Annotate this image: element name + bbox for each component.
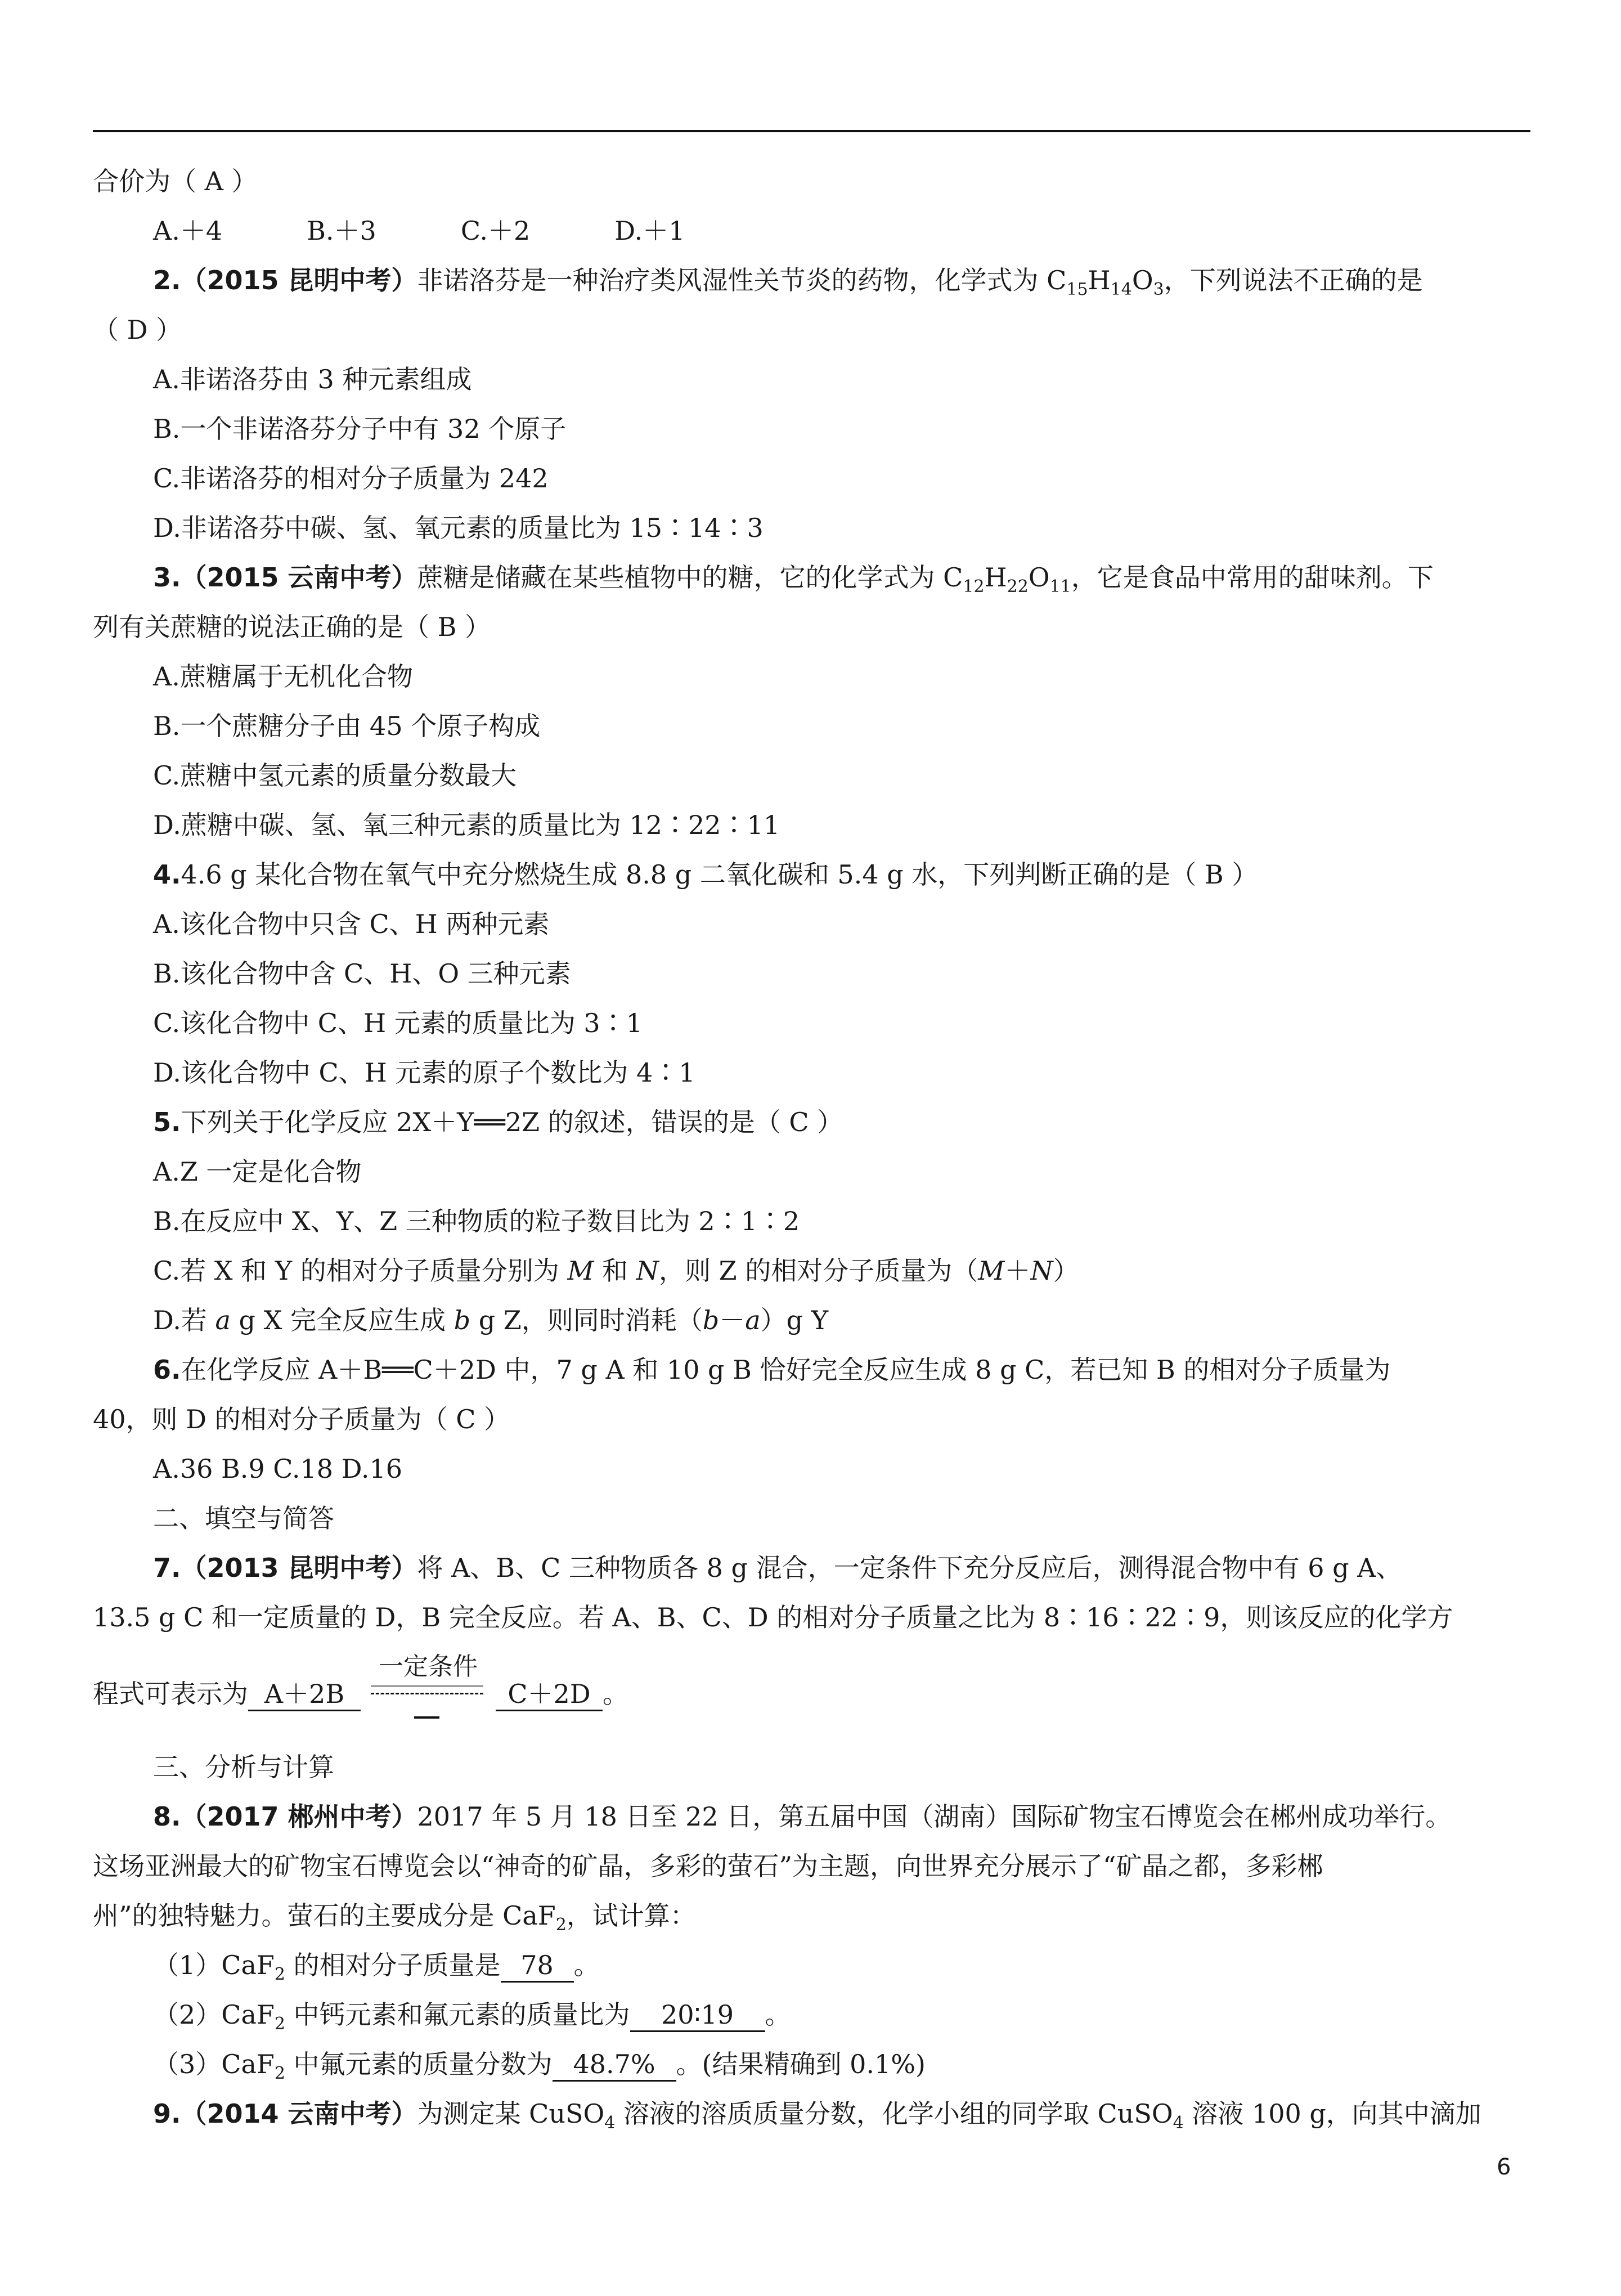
q8-p2-text: （2）CaF — [153, 1999, 275, 2030]
q2-sub: 14 — [1110, 280, 1132, 299]
q4-option-a: A.该化合物中只含 C、H 两种元素 — [153, 909, 550, 939]
q7-equals-dash — [371, 1693, 483, 1694]
q6-text: 在化学反应 A＋B══C＋2D 中，7 g A 和 10 g B 恰好完全反应生成 8 g C，若已知 B 的相对分子质量为 — [181, 1355, 1391, 1385]
q5-d-var: a — [745, 1305, 761, 1335]
q7-answer-right: C＋2D — [496, 1678, 603, 1711]
q9-stem — [153, 2097, 1481, 2140]
q5-option-c — [153, 1254, 1079, 1288]
q9-text: 溶液 100 g，向其中滴加 — [1183, 2098, 1481, 2129]
q8-text: ，试计算： — [566, 1900, 696, 1931]
q9-number: 9. — [153, 2098, 181, 2129]
q8-p3-answer: 48.7% — [553, 2048, 676, 2082]
q8-stem-line2: 这场亚洲最大的矿物宝石博览会以“神奇的矿晶，多彩的萤石”为主题，向世界充分展示了“矿晶之都，多彩郴 — [93, 1851, 1323, 1881]
q4-option-b: B.该化合物中含 C、H、O 三种元素 — [153, 958, 571, 989]
q7-stem — [153, 1551, 1402, 1585]
q5-d-var: a — [215, 1305, 231, 1335]
q4-number: 4. — [153, 859, 181, 890]
q8-part-2 — [153, 1998, 791, 2041]
q3-text: O — [1028, 562, 1050, 593]
q2-option-d: D.非诺洛芬中碳、氢、氧元素的质量比为 15∶14∶3 — [153, 513, 764, 543]
q8-text: 2017 年 5 月 18 日至 22 日，第五届中国（湖南）国际矿物宝石博览会在郴州成功举行。 — [417, 1801, 1452, 1832]
q4-option-d: D.该化合物中 C、H 元素的原子个数比为 4∶1 — [153, 1057, 695, 1088]
q7-equation-line — [93, 1652, 628, 1711]
q5-d-text: － — [719, 1305, 746, 1335]
q7-equals-sign — [371, 1685, 483, 1687]
q5-c-var: M — [567, 1255, 594, 1286]
q5-c-text: ，则 Z 的相对分子质量为（ — [659, 1255, 978, 1286]
q1-option-c: C.＋2 — [460, 216, 531, 246]
q7-equals-bar — [414, 1716, 439, 1719]
q2-option-b: B.一个非诺洛芬分子中有 32 个原子 — [153, 414, 567, 444]
q5-option-b: B.在反应中 X、Y、Z 三种物质的粒子数目比为 2∶1∶2 — [153, 1206, 800, 1236]
q2-text: ，下列说法不正确的是 — [1164, 265, 1423, 295]
q9-sub: 4 — [1173, 2113, 1184, 2133]
q3-stem-line2: 列有关蔗糖的说法正确的是（ B ） — [93, 612, 491, 642]
q3-source: （2015 云南中考） — [181, 562, 417, 593]
q2-source: （2015 昆明中考） — [181, 265, 417, 295]
q8-p3-text: 。(结果精确到 0.1%) — [676, 2049, 926, 2079]
q3-option-b: B.一个蔗糖分子由 45 个原子构成 — [153, 711, 541, 741]
q5-c-var: M — [978, 1255, 1005, 1286]
q9-text: 为测定某 CuSO — [417, 2098, 605, 2129]
q2-sub: 15 — [1066, 280, 1088, 299]
q8-p1-sub: 2 — [274, 1965, 285, 1984]
q2-text: O — [1131, 265, 1153, 295]
q2-option-a: A.非诺洛芬由 3 种元素组成 — [153, 364, 472, 394]
q8-sub: 2 — [555, 1915, 567, 1935]
q9-sub: 4 — [604, 2113, 616, 2133]
q5-option-a: A.Z 一定是化合物 — [153, 1156, 362, 1187]
q8-p1-text: 的相对分子质量是 — [285, 1950, 501, 1980]
q1-options — [153, 214, 769, 248]
q8-p2-answer: 20∶19 — [630, 1999, 765, 2032]
q3-stem — [153, 560, 1434, 604]
q8-stem-line3 — [93, 1899, 696, 1942]
q8-number: 8. — [153, 1801, 181, 1832]
q2-text: 非诺洛芬是一种治疗类风湿性关节炎的药物，化学式为 C — [417, 265, 1067, 295]
q1-option-b: B.＋3 — [307, 216, 376, 246]
q5-c-text: 和 — [594, 1255, 636, 1286]
q3-sub: 22 — [1007, 577, 1029, 597]
q1-option-d: D.＋1 — [614, 216, 685, 246]
q3-option-a: A.蔗糖属于无机化合物 — [153, 661, 413, 692]
q5-number: 5. — [153, 1107, 181, 1137]
q5-stem — [153, 1105, 843, 1139]
q7-stem-line2: 13.5 g C 和一定质量的 D，B 完全反应。若 A、B、C、D 的相对分子质量之比为 8∶16∶22∶9，则该反应的化学方 — [93, 1602, 1453, 1633]
q1-option-a: A.＋4 — [153, 216, 223, 246]
q3-text: H — [984, 562, 1007, 593]
q5-c-var: N — [1030, 1255, 1053, 1286]
q5-c-text: ） — [1053, 1255, 1079, 1286]
section-heading-3: 三、分析与计算 — [153, 1752, 334, 1782]
q8-part-1 — [153, 1948, 600, 1992]
q4-text: 4.6 g 某化合物在氧气中充分燃烧生成 8.8 g 二氧化碳和 5.4 g 水，下列判断正确的是（ B ） — [181, 859, 1258, 890]
q8-part-3 — [153, 2047, 926, 2091]
q2-option-c: C.非诺洛芬的相对分子质量为 242 — [153, 463, 549, 494]
q8-p3-sub: 2 — [274, 2064, 285, 2083]
q8-p1-text: （1）CaF — [153, 1950, 275, 1980]
q1-tail: 合价为（ A ） — [93, 166, 258, 196]
q7-suffix: 。 — [603, 1679, 628, 1709]
q7-number: 7. — [153, 1553, 181, 1583]
q7-prefix: 程式可表示为 — [93, 1679, 248, 1709]
q8-p3-text: 中氟元素的质量分数为 — [285, 2049, 553, 2079]
q6-stem — [153, 1353, 1390, 1387]
q3-option-c: C.蔗糖中氢元素的质量分数最大 — [153, 760, 517, 791]
q5-c-text: ＋ — [1004, 1255, 1031, 1286]
q2-text: H — [1088, 265, 1111, 295]
q9-source: （2014 云南中考） — [181, 2098, 417, 2129]
q3-number: 3. — [153, 562, 181, 593]
q5-d-text: g Z，则同时消耗（ — [470, 1305, 703, 1335]
q8-p3-text: （3）CaF — [153, 2049, 275, 2079]
q7-condition-arrow — [361, 1652, 496, 1711]
q8-p1-text: 。 — [573, 1950, 600, 1980]
q5-d-text: D.若 — [153, 1305, 215, 1335]
q8-p2-text: 。 — [765, 1999, 791, 2030]
q7-answer-left: A＋2B — [248, 1678, 361, 1711]
q8-text: 州”的独特魅力。萤石的主要成分是 CaF — [93, 1900, 556, 1931]
q5-c-text: C.若 X 和 Y 的相对分子质量分别为 — [153, 1255, 568, 1286]
q6-options: A.36 B.9 C.18 D.16 — [153, 1454, 403, 1484]
q7-condition: 一定条件 — [379, 1652, 478, 1681]
q5-d-text: g X 完全反应生成 — [230, 1305, 454, 1335]
q5-d-text: ）g Y — [760, 1305, 829, 1335]
q5-text: 下列关于化学反应 2X＋Y══2Z 的叙述，错误的是（ C ） — [181, 1107, 843, 1137]
q7-text: 将 A、B、C 三种物质各 8 g 混合，一定条件下充分反应后，测得混合物中有 6 g A、 — [417, 1553, 1402, 1583]
q5-c-var: N — [636, 1255, 659, 1286]
q7-source: （2013 昆明中考） — [181, 1553, 417, 1583]
q3-text: 蔗糖是储藏在某些植物中的糖，它的化学式为 C — [417, 562, 963, 593]
section-heading-2: 二、填空与简答 — [153, 1503, 334, 1533]
page-number: 6 — [1497, 2154, 1511, 2180]
q8-source: （2017 郴州中考） — [181, 1801, 417, 1832]
q2-stem — [153, 263, 1423, 307]
q2-answer: （ D ） — [93, 315, 182, 345]
q2-number: 2. — [153, 265, 181, 295]
q4-stem — [153, 858, 1258, 891]
q9-text: 溶液的溶质质量分数，化学小组的同学取 CuSO — [615, 2098, 1173, 2129]
q6-number: 6. — [153, 1355, 181, 1385]
q8-p2-sub: 2 — [274, 2014, 285, 2034]
q3-option-d: D.蔗糖中碳、氢、氧三种元素的质量比为 12∶22∶11 — [153, 810, 780, 840]
q8-p1-answer: 78 — [501, 1949, 574, 1983]
q6-stem-line2: 40，则 D 的相对分子质量为（ C ） — [93, 1404, 510, 1434]
q5-d-var: b — [702, 1305, 720, 1335]
q8-stem — [153, 1800, 1451, 1833]
q3-text: ，它是食品中常用的甜味剂。下 — [1071, 562, 1434, 593]
q5-d-var: b — [453, 1305, 471, 1335]
q4-option-c: C.该化合物中 C、H 元素的质量比为 3∶1 — [153, 1008, 643, 1038]
q3-sub: 11 — [1049, 577, 1071, 597]
q5-option-d — [153, 1303, 828, 1337]
q3-sub: 12 — [963, 577, 985, 597]
q2-sub: 3 — [1153, 280, 1164, 299]
q8-p2-text: 中钙元素和氟元素的质量比为 — [285, 1999, 630, 2030]
header-rule — [93, 130, 1530, 132]
